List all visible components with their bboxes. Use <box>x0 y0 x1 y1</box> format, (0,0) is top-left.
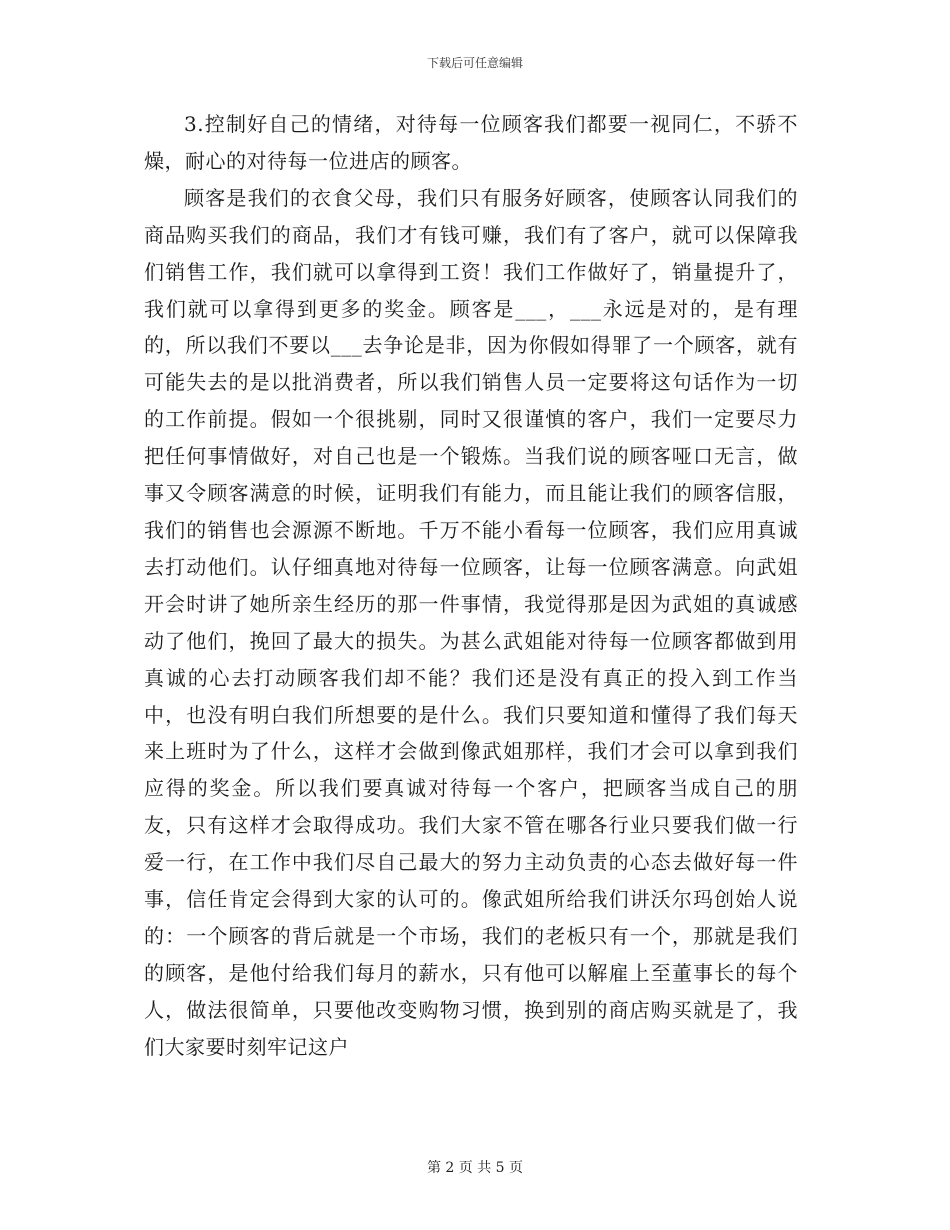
paragraph-1: 3.控制好自己的情绪，对待每一位顾客我们都要一视同仁，不骄不燥，耐心的对待每一位进店的顾客。 <box>144 112 798 173</box>
page-header: 下载后可任意编辑 <box>426 56 523 70</box>
page-number: 第 2 页 共 5 页 <box>426 1160 524 1176</box>
document-body <box>144 106 798 1066</box>
paragraph-2: 顾客是我们的衣食父母，我们只有服务好顾客，使顾客认同我们的商品购买我们的商品，我们才有钱可赚，我们有了客户，就可以保障我们销售工作，我们就可以拿得到工资！我们工作做好了，销量提升了，我们就可以拿得到更多的奖金。顾客是___，___永远是对的，是有理的，所以我们不要以___去争论是非，因为你假如得罪了一个顾客，就有可能失去的是以批消费者，所以我们销售人员一定要将这句话作为一切的工作前提。假如一个很挑剔，同时又很谨慎的客户，我们一定要尽力把任何事情做好，对自己也是一个锻炼。当我们说的顾客哑口无言，做事又令顾客满意的时候，证明我们有能力，而且能让我们的顾客信服，我们的销售也会源源不断地。千万不能小看每一位顾客，我们应用真诚去打动他们。认仔细真地对待每一位顾客，让每一位顾客满意。向武姐开会时讲了她所亲生经历的那一件事情，我觉得那是因为武姐的真诚感动了他们，挽回了最大的损失。为甚么武姐能对待每一位顾客都做到用真诚的心去打动顾客我们却不能？我们还是没有真正的投入到工作当中，也没有明白我们所想要的是什么。我们只要知道和懂得了我们每天来上班时为了什么，这样才会做到像武姐那样，我们才会可以拿到我们应得的奖金。所以我们要真诚对待每一个客户，把顾客当成自己的朋友，只有这样才会取得成功。我们大家不管在哪各行业只要我们做一行爱一行，在工作中我们尽自己最大的努力主动负责的心态去做好每一件事，信任肯定会得到大家的认可的。像武姐所给我们讲沃尔玛创始人说的：一个顾客的背后就是一个市场，我们的老板只有一个，那就是我们的顾客，是他付给我们每月的薪水，只有他可以解雇上至董事长的每个人，做法很简单，只要他改变购物习惯，换到别的商店购买就是了，我们大家要时刻牢记这户 <box>144 185 798 1059</box>
